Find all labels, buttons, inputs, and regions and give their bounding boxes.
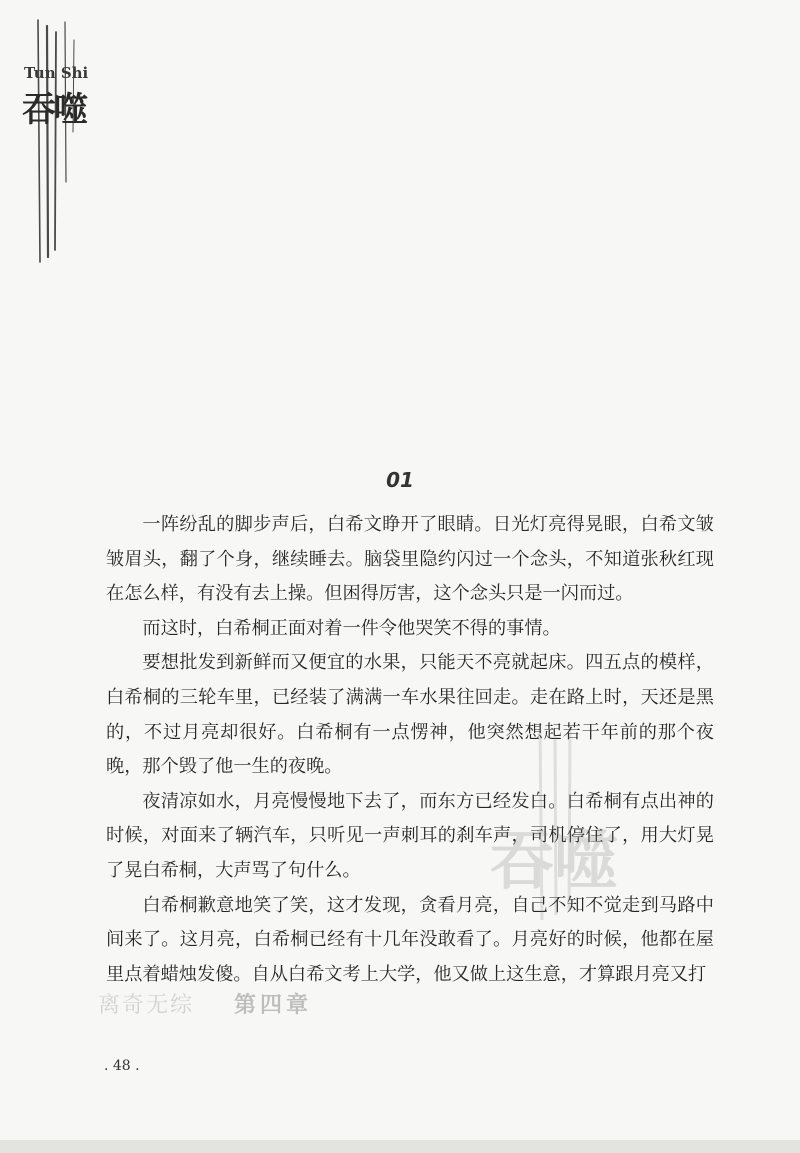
book-logo <box>10 12 120 272</box>
chapter-strip <box>98 988 312 1019</box>
watermark-title: 吞噬 <box>490 825 618 899</box>
logo-stripes-graphic <box>10 12 120 272</box>
paragraph: 夜清凉如水，月亮慢慢地下去了，而东方已经发白。白希桐有点出神的时候，对面来了辆汽车，只听见一声刺耳的刹车声，司机停住了，用大灯晃了晃白希桐，大声骂了句什么。 <box>106 790 714 881</box>
chapter-title: 第四章 <box>234 993 313 1018</box>
section-number: 01 <box>386 468 414 492</box>
paragraph: 而这时，白希桐正面对着一件令他哭笑不得的事情。 <box>142 617 561 639</box>
paragraph: 白希桐歉意地笑了笑，这才发现，贪看月亮，自己不知不觉走到马路中间来了。这月亮，白希桐已经有十几年没敢看了。月亮好的时候，他都在屋里点着蜡烛发傻。自从白希文考上大学，他又做上这生意，才算跟月亮又打 <box>106 894 714 985</box>
paragraph: 一阵纷乱的脚步声后，白希文睁开了眼睛。日光灯亮得晃眼，白希文皱皱眉头，翻了个身，继续睡去。脑袋里隐约闪过一个念头，不知道张秋红现在怎么样，有没有去上操。但困得厉害，这个念头只是一闪而过。 <box>106 514 714 605</box>
paragraph: 要想批发到新鲜而又便宜的水果，只能天不亮就起床。四五点的模样，白希桐的三轮车里，已经装了满满一车水果往回走。走在路上时，天还是黑的，不过月亮却很好。白希桐有一点愣神，他突然想起若干年前的那个夜晚，那个毁了他一生的夜晚。 <box>106 652 714 778</box>
chapter-subtitle: 离奇无综 <box>98 993 195 1018</box>
watermark <box>480 730 780 920</box>
page-bottom-edge <box>0 1140 800 1153</box>
logo-roman-title: Tun Shi <box>24 64 89 82</box>
logo-chinese-title: 吞噬 <box>22 90 86 130</box>
page-number: . 48 . <box>104 1058 140 1074</box>
